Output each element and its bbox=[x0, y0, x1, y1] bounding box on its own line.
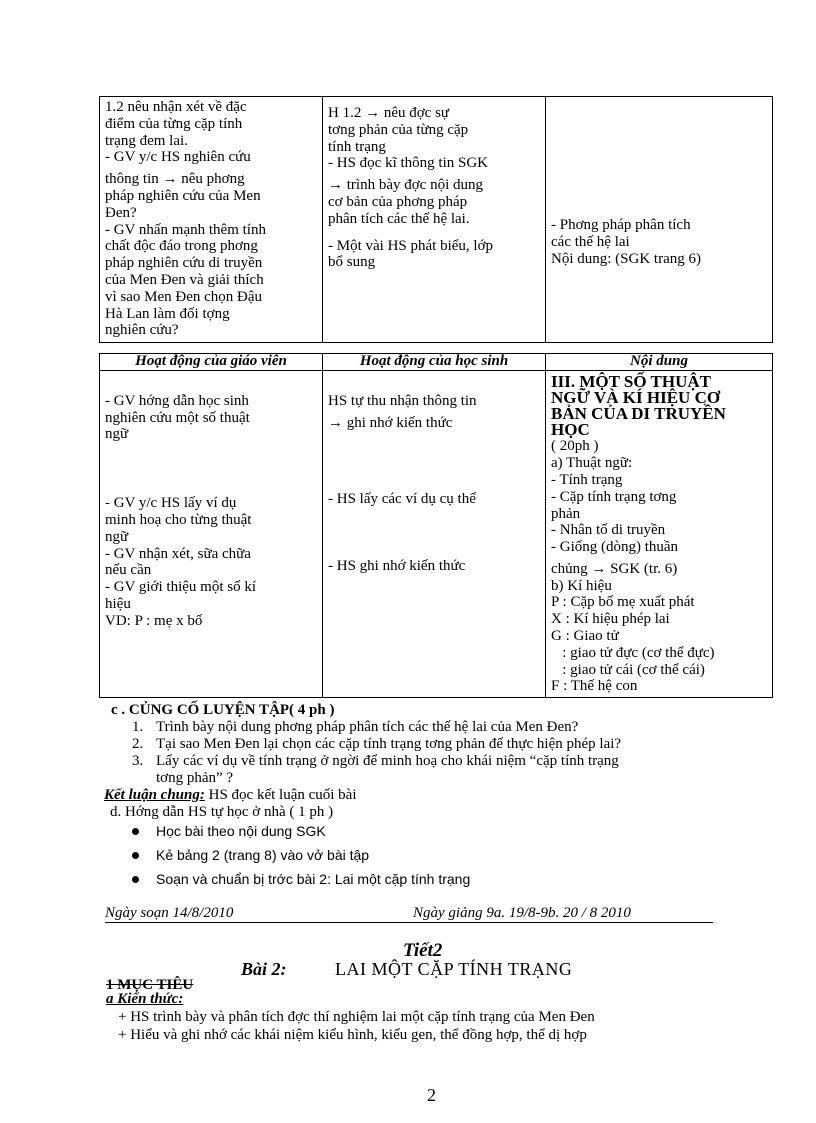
table2-teacher-cell bbox=[100, 370, 323, 698]
list-item bbox=[132, 753, 772, 770]
list-item bbox=[130, 872, 770, 896]
text-line: ( 20ph ) bbox=[551, 438, 599, 455]
text-line: - Cặp tính trạng tơng bbox=[551, 488, 677, 505]
date-taught: Ngày giảng 9a. 19/8-9b. 20 / 8 2010 bbox=[413, 905, 631, 921]
text-line: pháp nghiên cứu di truyền bbox=[105, 255, 263, 272]
section-title-line: NGỮ VÀ KÍ HIỆU CƠ bbox=[551, 387, 721, 407]
table2-content-cell bbox=[546, 370, 773, 698]
question-text: Tại sao Men Đen lại chọn các cặp tính trạng tơng phản để thực hiện phép lai? bbox=[156, 736, 622, 752]
text-line: G : Giao tử bbox=[551, 628, 619, 645]
text-line: → trình bày đợc nội dung bbox=[328, 177, 483, 194]
text-line: - HS lấy các ví dụ cụ thể bbox=[328, 491, 476, 508]
header-teacher: Hoạt động của giáo viên bbox=[100, 354, 323, 371]
section-title-line: BẢN CỦA DI TRUYỀN bbox=[551, 404, 726, 424]
list-item bbox=[130, 848, 770, 872]
text-line: hiệu bbox=[105, 595, 131, 612]
text-line: X : Kí hiệu phép lai bbox=[551, 611, 670, 628]
lesson-number: Bài 2: bbox=[241, 959, 287, 979]
homework-text: Kẻ bảng 2 (trang 8) vào vở bài tập bbox=[156, 847, 370, 863]
text-line: pháp nghiên cứu của Men bbox=[105, 187, 261, 204]
text-line: thông tin → nêu phơng bbox=[105, 171, 245, 188]
date-prepared: Ngày soạn 14/8/2010 bbox=[105, 905, 234, 921]
text-line: - Một vài HS phát biểu, lớp bbox=[328, 237, 493, 254]
list-item bbox=[130, 824, 770, 848]
text-line: H 1.2 → nêu đợc sự bbox=[328, 105, 450, 121]
text-line: b) Kí hiệu bbox=[551, 577, 612, 594]
date-divider bbox=[105, 922, 713, 923]
text-line: cơ bản của phơng pháp bbox=[328, 193, 468, 210]
text-line: Nội dung: (SGK trang 6) bbox=[551, 250, 701, 267]
lesson-period: Tiết2 bbox=[403, 940, 443, 961]
text-line: vì sao Men Đen chọn Đậu bbox=[105, 288, 263, 305]
text-line: tính trạng bbox=[328, 138, 386, 155]
text-line: phân tích các thế hệ lai. bbox=[328, 210, 470, 227]
text-line: - GV giới thiệu một số kí bbox=[105, 579, 256, 596]
list-number: 1. bbox=[132, 719, 144, 735]
text-line: các thế hệ lai bbox=[551, 233, 630, 250]
text-line: của Men Đen và giải thích bbox=[105, 271, 264, 288]
text-line: 1.2 nêu nhận xét về đặc bbox=[105, 99, 247, 115]
text-line: chủng → SGK (tr. 6) bbox=[551, 560, 678, 577]
page-number: 2 bbox=[427, 1085, 436, 1105]
bullet-icon bbox=[132, 828, 139, 835]
list-number: 3. bbox=[132, 753, 144, 769]
text-line: - GV y/c HS nghiên cứu bbox=[105, 149, 251, 166]
list-item bbox=[132, 736, 772, 753]
text-line: Hà Lan làm đối tợng bbox=[105, 305, 230, 322]
text-line: - GV y/c HS lấy ví dụ bbox=[105, 495, 237, 512]
text-line: - GV nhấn mạnh thêm tính bbox=[105, 221, 266, 238]
section-title-line: HỌC bbox=[551, 420, 590, 440]
objectives-heading: 1 MỤC TIÊU bbox=[106, 977, 194, 993]
homework-text: Học bài theo nội dung SGK bbox=[156, 823, 326, 839]
text-line: nghiên cứu một số thuật bbox=[105, 409, 250, 426]
objective-item: + Hiểu và ghi nhớ các khái niệm kiểu hình, kiểu gen, thể đồng hợp, thể dị hợp bbox=[118, 1027, 587, 1043]
section-title-line: III. MỘT SỐ THUẬT bbox=[551, 371, 711, 391]
text-line: : giao tử cái (cơ thể cái) bbox=[551, 661, 705, 678]
question-text: Trình bày nội dung phơng pháp phân tích các thế hệ lai của Men Đen? bbox=[156, 719, 579, 735]
text-line: - GV hớng dẫn học sinh bbox=[105, 392, 249, 409]
text-line: tơng phản của từng cặp bbox=[328, 121, 469, 138]
text-line: : giao tử đực (cơ thể đực) bbox=[551, 644, 715, 661]
table1-teacher-cell bbox=[100, 97, 323, 343]
text-line: a) Thuật ngữ: bbox=[551, 455, 633, 472]
text-line: F : Thế hệ con bbox=[551, 678, 638, 695]
text-line: VD: P : mẹ x bố bbox=[105, 612, 203, 629]
table-1 bbox=[99, 96, 773, 343]
text-line: - Phơng pháp phân tích bbox=[551, 217, 691, 233]
knowledge-heading: a Kiến thức: bbox=[106, 991, 184, 1007]
question-text: Lấy các ví dụ về tính trạng ở ngời để minh hoạ cho khái niệm “cặp tính trạng bbox=[156, 753, 619, 769]
text-line: Đen? bbox=[105, 204, 137, 221]
homework-text: Soạn và chuẩn bị trớc bài 2: Lai một cặp tính trạng bbox=[156, 871, 471, 887]
text-line: - HS ghi nhớ kiến thức bbox=[328, 558, 466, 575]
table2-student-cell bbox=[323, 370, 546, 698]
header-student: Hoạt động của học sinh bbox=[323, 354, 546, 371]
text-line: nếu cần bbox=[105, 562, 152, 579]
table1-content-cell bbox=[546, 97, 773, 343]
text-line: minh hoạ cho từng thuật bbox=[105, 511, 252, 528]
text-line: P : Cặp bố mẹ xuất phát bbox=[551, 594, 695, 611]
homework-list bbox=[130, 824, 770, 896]
objective-item: + HS trình bày và phân tích đợc thí nghiệm lai một cặp tính trạng của Men Đen bbox=[118, 1009, 595, 1025]
text-line: - Giống (dòng) thuần bbox=[551, 539, 679, 556]
text-line: điểm của từng cặp tính bbox=[105, 115, 243, 132]
conclusion bbox=[104, 787, 357, 804]
question-text: tơng phản” ? bbox=[156, 770, 234, 786]
text-line: bổ sung bbox=[328, 254, 376, 271]
conclusion-label: Kết luận chung: bbox=[104, 787, 205, 803]
bullet-icon bbox=[132, 876, 139, 883]
text-line: HS tự thu nhận thông tin bbox=[328, 392, 477, 409]
homework-heading: d. Hớng dẫn HS tự học ở nhà ( 1 ph ) bbox=[110, 804, 334, 820]
text-line: nghiên cứu? bbox=[105, 322, 179, 339]
conclusion-text: HS đọc kết luận cuối bài bbox=[204, 787, 357, 803]
text-line: ngữ bbox=[105, 426, 129, 443]
consolidation-heading: c . CỦNG CỐ LUYỆN TẬP( 4 ph ) bbox=[111, 702, 335, 718]
list-item-continued bbox=[132, 770, 772, 787]
table-2 bbox=[99, 353, 773, 698]
list-item bbox=[132, 719, 772, 736]
text-line: chất độc đáo trong phơng bbox=[105, 238, 258, 255]
header-content: Nội dung bbox=[546, 354, 773, 371]
text-line: - HS đọc kĩ thông tin SGK bbox=[328, 155, 489, 172]
bullet-icon bbox=[132, 852, 139, 859]
text-line: phản bbox=[551, 505, 581, 522]
text-line: ngữ bbox=[105, 528, 129, 545]
list-number: 2. bbox=[132, 736, 144, 752]
text-line: → ghi nhớ kiến thức bbox=[328, 414, 453, 431]
consolidation-list bbox=[132, 719, 772, 787]
lesson-title: LAI MỘT CẶP TÍNH TRẠNG bbox=[335, 959, 573, 979]
text-line: trạng đem lai. bbox=[105, 132, 188, 149]
table1-student-cell bbox=[323, 97, 546, 343]
text-line: - Tính trạng bbox=[551, 471, 623, 488]
text-line: - Nhân tố di truyền bbox=[551, 522, 666, 539]
text-line: - GV nhận xét, sữa chữa bbox=[105, 545, 251, 562]
